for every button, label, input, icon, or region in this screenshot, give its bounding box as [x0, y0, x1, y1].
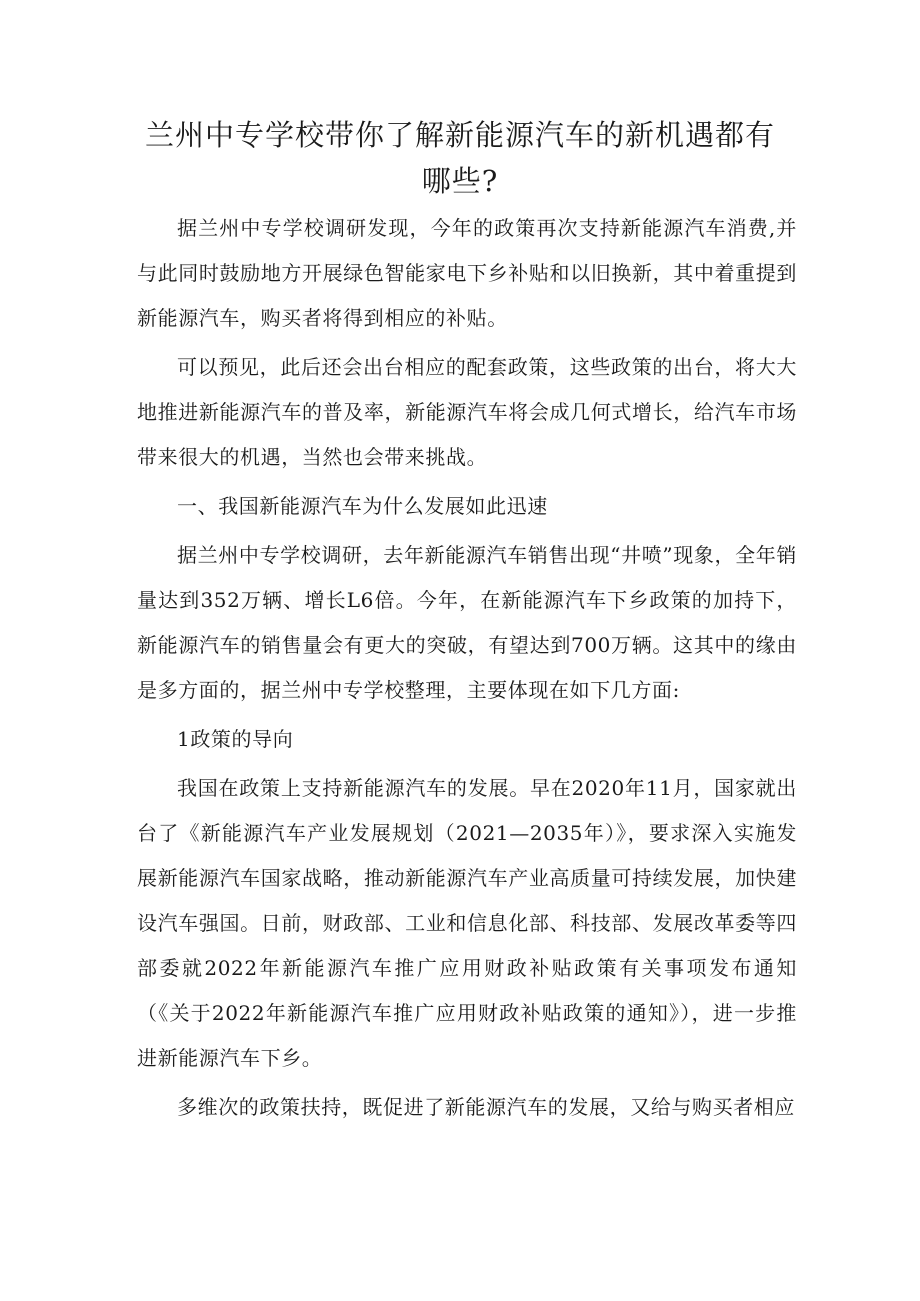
- paragraph-sales: 据兰州中专学校调研，去年新能源汽车销售出现“井喷”现象，全年销量达到352万辆、增长L6倍。今年，在新能源汽车下乡政策的加持下，新能源汽车的销售量会有更大的突破，有望达到700万辆。这其中的缘由是多方面的，据兰州中专学校整理，主要体现在如下几方面:: [137, 543, 797, 702]
- document-title: 兰州中专学校带你了解新能源汽车的新机遇都有哪些?: [144, 118, 775, 198]
- document-body: [137, 206, 797, 1134]
- paragraph-support: 多维次的政策扶持，既促进了新能源汽车的发展，又给与购买者相应: [177, 1095, 795, 1119]
- subsection-heading-policy: 1政策的导向: [177, 727, 294, 751]
- section-heading-1: 一、我国新能源汽车为什么发展如此迅速: [177, 494, 548, 518]
- paragraph-intro: 据兰州中专学校调研发现，今年的政策再次支持新能源汽车消费,并与此同时鼓励地方开展绿色智能家电下乡补贴和以旧换新，其中着重提到新能源汽车，购买者将得到相应的补贴。: [137, 216, 797, 330]
- paragraph-forecast: 可以预见，此后还会出台相应的配套政策，这些政策的出台，将大大地推进新能源汽车的普及率，新能源汽车将会成几何式增长，给汽车市场带来很大的机遇，当然也会带来挑战。: [137, 355, 797, 469]
- paragraph-policy: 我国在政策上支持新能源汽车的发展。早在2020年11月，国家就出台了《新能源汽车产业发展规划（2021—2035年）》，要求深入实施发展新能源汽车国家战略，推动新能源汽车产业高质量可持续发展，加快建设汽车强国。日前，财政部、工业和信息化部、科技部、发展改革委等四部委就2022年新能源汽车推广应用财政补贴政策有关事项发布通知（《关于2022年新能源汽车推广应用财政补贴政策的通知》），进一步推进新能源汽车下乡。: [137, 776, 797, 1070]
